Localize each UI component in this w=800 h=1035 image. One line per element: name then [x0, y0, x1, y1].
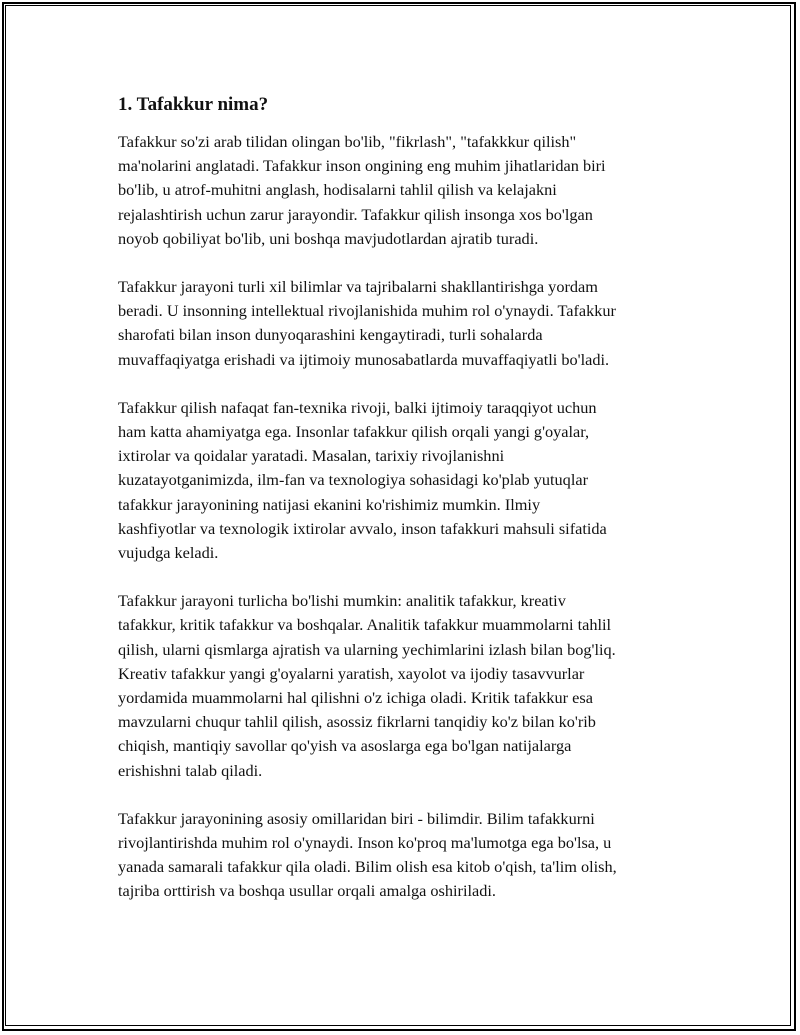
paragraph-line: ham katta ahamiyatga ega. Insonlar tafakkur qilish orqali yangi g'oyalar, [118, 422, 590, 442]
paragraph-line: kuzatayotganimizda, ilm-fan va texnologiya sohasidagi ko'plab yutuqlar [118, 470, 588, 490]
paragraph-line: Tafakkur jarayoni turli xil bilimlar va tajribalarni shakllantirishga yordam [118, 277, 598, 297]
paragraph-line: ma'nolarini anglatadi. Tafakkur inson ongining eng muhim jihatlaridan biri [118, 156, 606, 176]
paragraph-line: Tafakkur so'zi arab tilidan olingan bo'lib, "fikrlash", "tafakkkur qilish" [118, 132, 577, 151]
paragraph-line: rejalashtirish uchun zarur jarayondir. Tafakkur qilish insonga xos bo'lgan [118, 204, 593, 224]
paragraph-line: Tafakkur jarayonining asosiy omillaridan biri - bilimdir. Bilim tafakkurni [118, 808, 595, 828]
paragraph-1 [118, 130, 688, 251]
paragraph-line: tajriba orttirish va boshqa usullar orqali amalga oshiriladi. [118, 881, 496, 901]
paragraph-line: yanada samarali tafakkur qila oladi. Bilim olish esa kitob o'qish, ta'lim olish, [118, 857, 617, 877]
paragraph-line: kashfiyotlar va texnologik ixtirolar avvalo, inson tafakkuri mahsuli sifatida [118, 518, 607, 538]
paragraph-line: yordamida muammolarni hal qilishni o'z ichiga oladi. Kritik tafakkur esa [118, 688, 593, 708]
paragraph-line: Tafakkur qilish nafaqat fan-texnika rivoji, balki ijtimoiy taraqqiyot uchun [118, 397, 597, 417]
paragraph-line: sharofati bilan inson dunyoqarashini kengaytiradi, turli sohalarda [118, 325, 543, 345]
paragraph-line: mavzularni chuqur tahlil qilish, asossiz fikrlarni tanqidiy ko'z bilan ko'rib [118, 712, 596, 732]
paragraph-4 [118, 589, 688, 783]
paragraph-line: noyob qobiliyat bo'lib, uni boshqa mavjudotlardan ajratib turadi. [118, 228, 539, 248]
document-body [118, 92, 688, 928]
paragraph-line: tafakkur jarayonining natijasi ekanini ko'rishimiz mumkin. Ilmiy [118, 494, 541, 514]
paragraph-line: erishishni talab qiladi. [118, 760, 263, 780]
paragraph-2 [118, 275, 688, 372]
paragraph-line: Kreativ tafakkur yangi g'oyalarni yaratish, xayolot va ijodiy tasavvurlar [118, 663, 585, 683]
paragraph-line: chiqish, mantiqiy savollar qo'yish va asoslarga ega bo'lgan natijalarga [118, 736, 572, 756]
paragraph-line: ixtirolar va qoidalar yaratadi. Masalan, tarixiy rivojlanishni [118, 446, 505, 466]
paragraph-5 [118, 807, 688, 904]
paragraph-line: qilish, ularni qismlarga ajratish va ularning yechimlarini izlash bilan bog'liq. [118, 639, 616, 659]
paragraph-line: tafakkur, kritik tafakkur va boshqalar. Analitik tafakkur muammolarni tahlil [118, 615, 612, 635]
paragraph-line: vujudga keladi. [118, 543, 219, 563]
paragraph-line: beradi. U insonning intellektual rivojlanishida muhim rol o'ynaydi. Tafakkur [118, 301, 616, 321]
paragraph-line: rivojlantirishda muhim rol o'ynaydi. Inson ko'proq ma'lumotga ega bo'lsa, u [118, 833, 612, 853]
paragraph-line: muvaffaqiyatga erishadi va ijtimoiy munosabatlarda muvaffaqiyatli bo'ladi. [118, 349, 610, 369]
paragraph-line: bo'lib, u atrof-muhitni anglash, hodisalarni tahlil qilish va kelajakni [118, 180, 557, 200]
paragraph-3 [118, 396, 688, 565]
section-heading: 1. Tafakkur nima? [118, 94, 269, 115]
paragraph-line: Tafakkur jarayoni turlicha bo'lishi mumkin: analitik tafakkur, kreativ [118, 591, 566, 611]
